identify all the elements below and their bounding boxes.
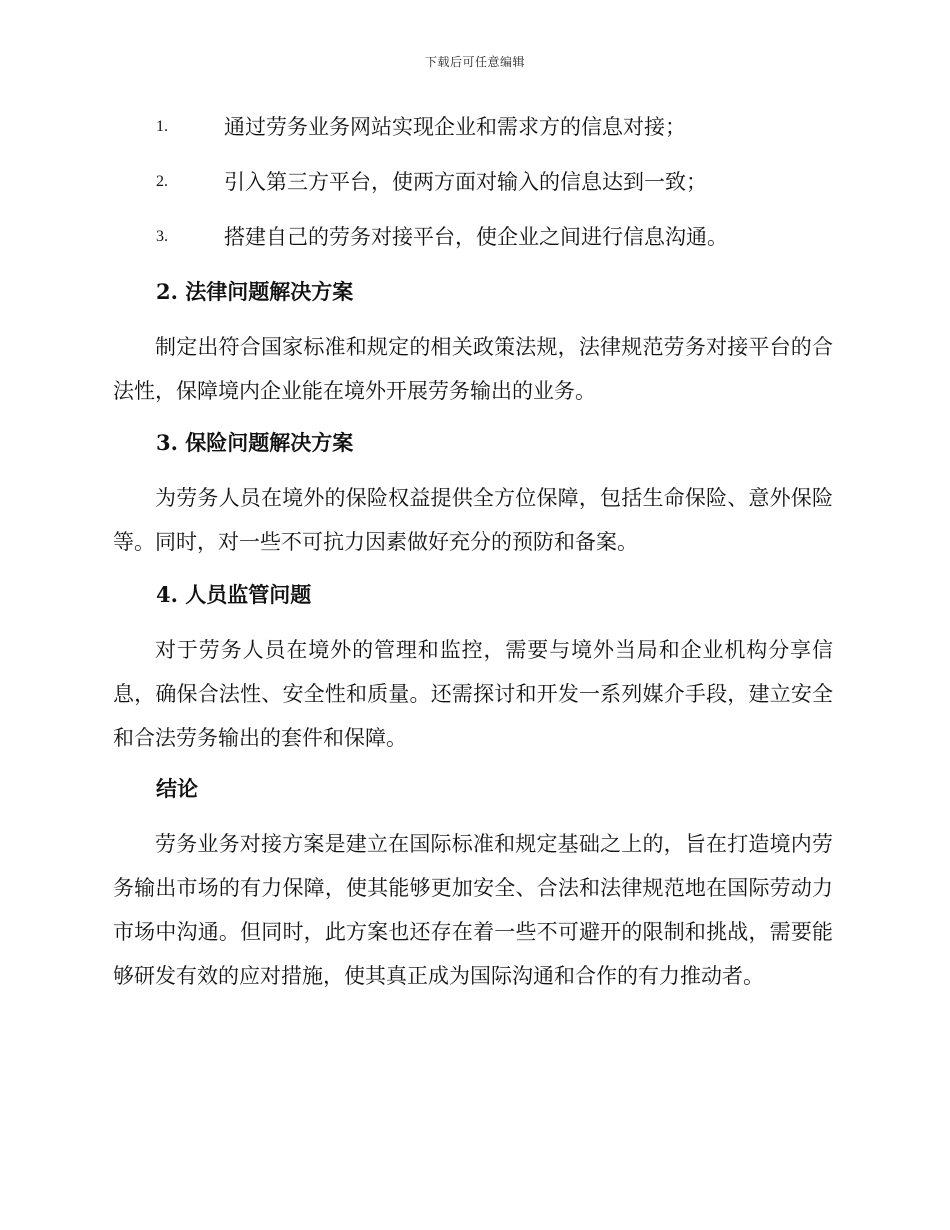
list-text: 通过劳务业务网站实现企业和需求方的信息对接； [224, 115, 686, 139]
section-body-legal: 制定出符合国家标准和规定的相关政策法规，法律规范劳务对接平台的合法性，保障境内企业能在境外开展劳务输出的业务。 [113, 335, 833, 403]
list-number: 1. [156, 118, 168, 135]
list-number: 3. [156, 228, 168, 245]
section-body-conclusion: 劳务业务对接方案是建立在国际标准和规定基础之上的，旨在打造境内劳务输出市场的有力保障，使其能够更加安全、合法和法律规范地在国际劳动力市场中沟通。但同时，此方案也还存在着一些不可避开的限制和挑战，需要能够研发有效的应对措施，使其真正成为国际沟通和合作的有力推动者。 [113, 832, 833, 988]
page-header: 下载后可任意编辑 [424, 55, 525, 69]
list-text: 搭建自己的劳务对接平台，使企业之间进行信息沟通。 [224, 225, 728, 249]
section-heading-insurance: 3. 保险问题解决方案 [156, 430, 354, 455]
list-item [0, 112, 950, 142]
list-item [0, 222, 950, 252]
section-heading-supervision: 4. 人员监管问题 [156, 582, 312, 607]
list-item [0, 167, 950, 197]
section-heading-conclusion: 结论 [156, 776, 198, 801]
section-body-supervision: 对于劳务人员在境外的管理和监控，需要与境外当局和企业机构分享信息，确保合法性、安全性和质量。还需探讨和开发一系列媒介手段，建立安全和合法劳务输出的套件和保障。 [113, 638, 833, 750]
section-heading-legal: 2. 法律问题解决方案 [156, 279, 354, 304]
list-text: 引入第三方平台，使两方面对输入的信息达到一致； [224, 170, 707, 194]
list-number: 2. [156, 173, 168, 190]
section-body-insurance: 为劳务人员在境外的保险权益提供全方位保障，包括生命保险、意外保险等。同时，对一些不可抗力因素做好充分的预防和备案。 [113, 486, 833, 554]
